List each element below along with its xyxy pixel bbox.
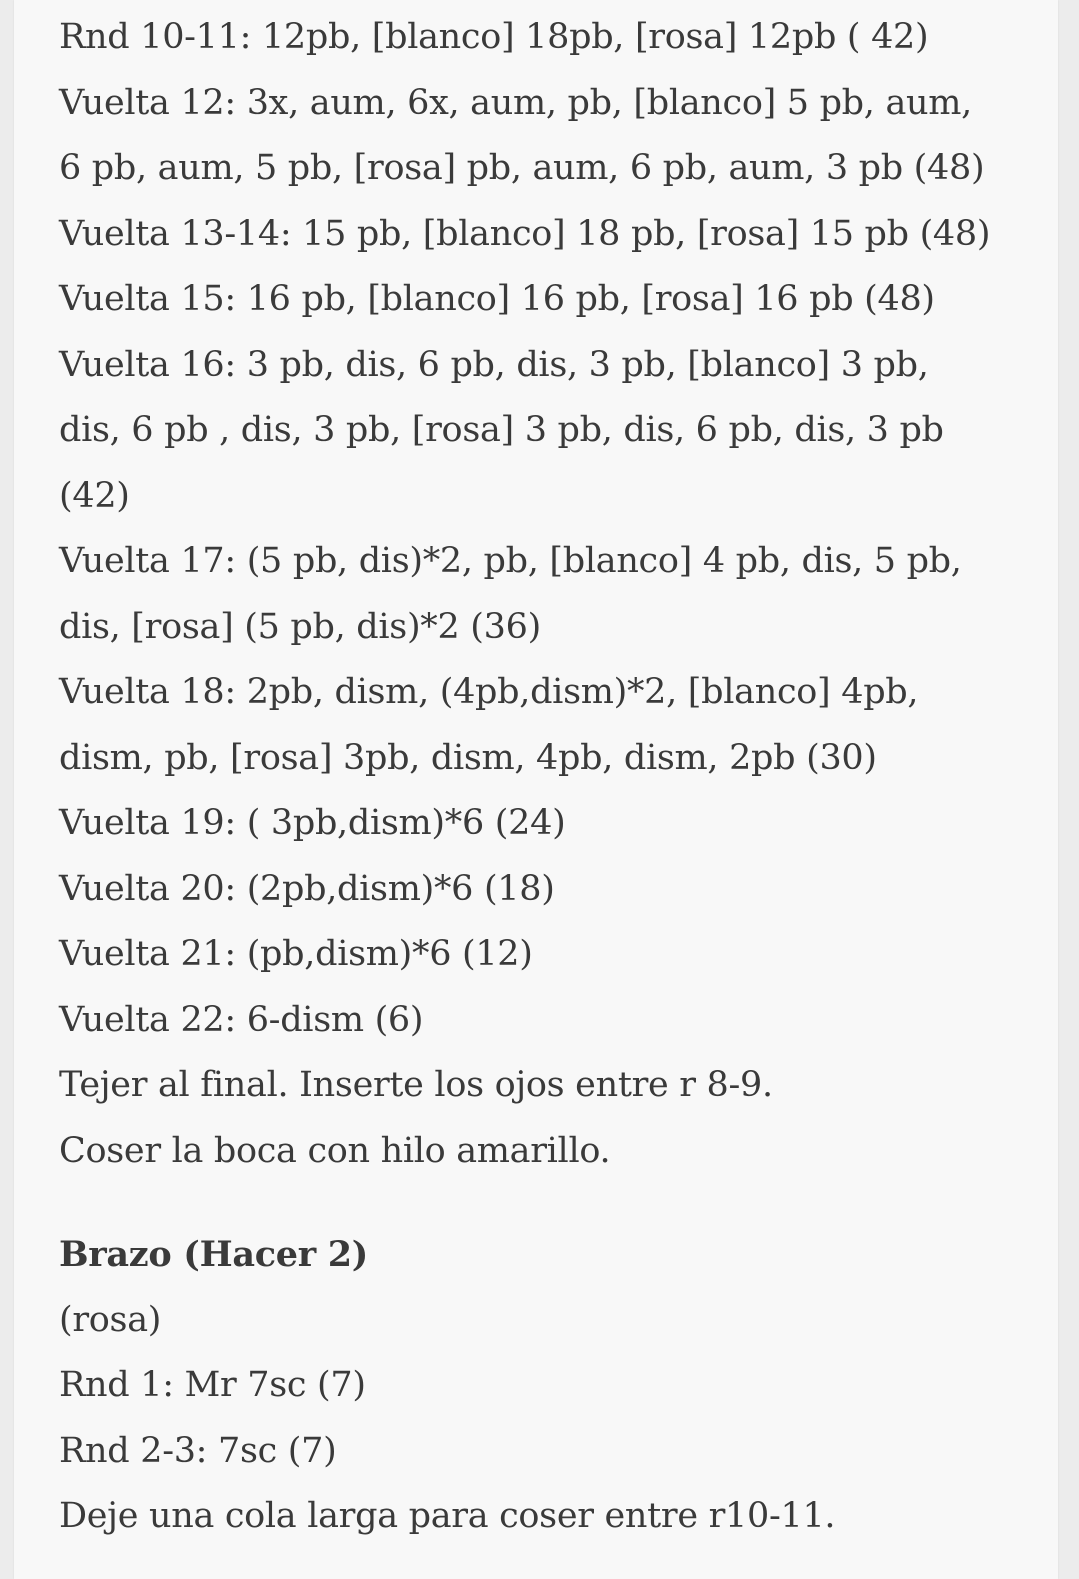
pattern-line: (42) xyxy=(59,475,130,516)
pattern-line: Vuelta 18: 2pb, dism, (4pb,dism)*2, [blanco] 4pb, xyxy=(59,672,919,712)
pattern-line: Vuelta 12: 3x, aum, 6x, aum, pb, [blanco] 5 pb, aum, xyxy=(59,82,972,123)
pattern-line: dis, 6 pb , dis, 3 pb, [rosa] 3 pb, dis, 6 pb, dis, 3 pb xyxy=(59,410,944,450)
arm-section-heading: Brazo (Hacer 2) xyxy=(59,1234,369,1275)
arm-line: Deje una cola larga para coser entre r10-11. xyxy=(59,1496,836,1536)
article-page xyxy=(14,0,1058,1579)
pattern-line: 6 pb, aum, 5 pb, [rosa] pb, aum, 6 pb, aum, 3 pb (48) xyxy=(59,148,985,188)
pattern-line: dis, [rosa] (5 pb, dis)*2 (36) xyxy=(59,606,541,647)
pattern-line: Vuelta 13-14: 15 pb, [blanco] 18 pb, [rosa] 15 pb (48) xyxy=(59,213,991,254)
pattern-line: Vuelta 17: (5 pb, dis)*2, pb, [blanco] 4 pb, dis, 5 pb, xyxy=(59,541,962,581)
section-spacer xyxy=(59,1184,1049,1222)
pattern-line: Vuelta 20: (2pb,dism)*6 (18) xyxy=(59,868,555,909)
pattern-line: dism, pb, [rosa] 3pb, dism, 4pb, dism, 2pb (30) xyxy=(59,737,877,778)
pattern-text xyxy=(59,5,1049,1550)
arm-line: (rosa) xyxy=(59,1299,162,1340)
pattern-line: Rnd 10-11: 12pb, [blanco] 18pb, [rosa] 12pb ( 42) xyxy=(59,17,929,57)
arm-line: Rnd 1: Mr 7sc (7) xyxy=(59,1365,366,1405)
pattern-line: Vuelta 16: 3 pb, dis, 6 pb, dis, 3 pb, [blanco] 3 pb, xyxy=(59,344,929,385)
pattern-line: Tejer al final. Inserte los ojos entre r 8-9. xyxy=(59,1065,773,1105)
arm-line: Rnd 2-3: 7sc (7) xyxy=(59,1430,337,1471)
pattern-line: Vuelta 22: 6-dism (6) xyxy=(59,999,424,1040)
pattern-line: Vuelta 19: ( 3pb,dism)*6 (24) xyxy=(59,803,566,843)
pattern-line: Vuelta 15: 16 pb, [blanco] 16 pb, [rosa] 16 pb (48) xyxy=(59,279,935,319)
pattern-line: Vuelta 21: (pb,dism)*6 (12) xyxy=(59,934,533,974)
pattern-line: Coser la boca con hilo amarillo. xyxy=(59,1130,611,1171)
